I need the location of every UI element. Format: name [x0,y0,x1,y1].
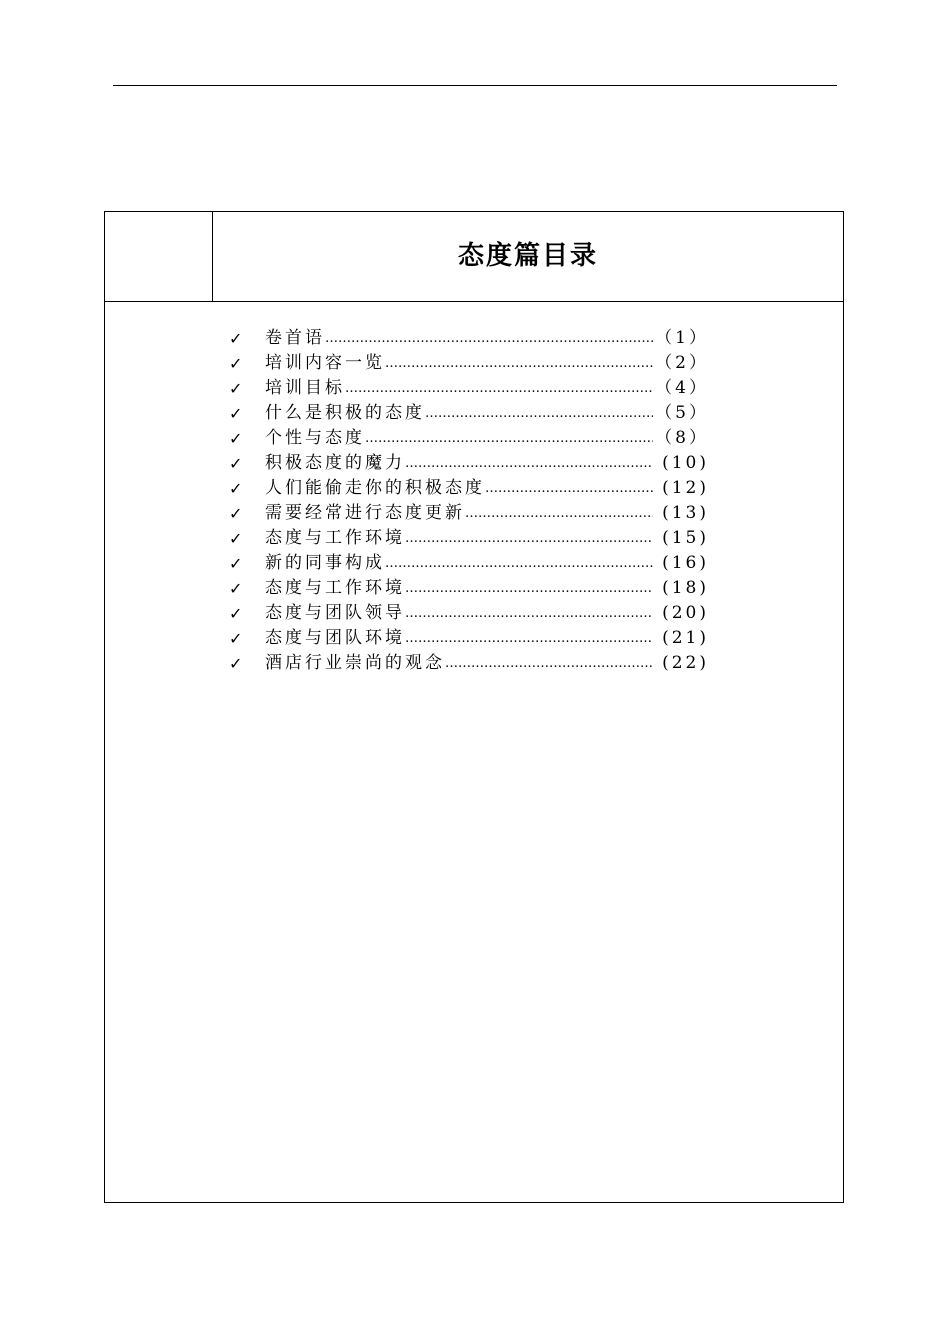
toc-item-label: 人们能偷走你的积极态度 [265,478,485,498]
toc-item-label: 新的同事构成 [265,553,385,573]
checkmark-icon: ✓ [229,504,243,523]
checkmark-icon: ✓ [229,329,243,348]
toc-item-page-number: (16) [662,553,709,573]
toc-leader-dots [405,526,653,551]
toc-item-label: 态度与工作环境 [265,578,405,598]
toc-item-page-number: (20) [662,603,709,623]
checkmark-icon: ✓ [229,379,243,398]
toc-item-label: 个性与态度 [265,428,365,448]
toc-item[interactable] [229,651,709,676]
toc-leader-dots [465,501,653,526]
toc-item-label: 卷首语 [265,328,325,348]
toc-leader-dots [365,426,653,451]
checkmark-icon: ✓ [229,354,243,373]
toc-leader-dots [405,626,653,651]
checkmark-icon: ✓ [229,479,243,498]
toc-item-page-number: (18) [662,578,709,598]
title-row [105,212,843,302]
toc-item[interactable] [229,351,709,376]
checkmark-icon: ✓ [229,579,243,598]
toc-item-label: 酒店行业崇尚的观念 [265,653,445,673]
toc-item-page-number: (15) [662,528,709,548]
toc-leader-dots [385,351,653,376]
checkmark-icon: ✓ [229,529,243,548]
toc-item-label: 培训内容一览 [265,353,385,373]
toc-item[interactable] [229,451,709,476]
toc-leader-dots [345,376,653,401]
toc-item-label: 什么是积极的态度 [265,403,425,423]
toc-item-label: 培训目标 [265,378,345,398]
toc-item-page-number: （8） [655,428,709,448]
toc-item[interactable] [229,576,709,601]
page-title: 态度篇目录 [457,241,598,271]
toc-frame [104,211,844,1203]
toc-item[interactable] [229,401,709,426]
checkmark-icon: ✓ [229,429,243,448]
toc-leader-dots [385,551,653,576]
toc-item[interactable] [229,601,709,626]
toc-list [229,326,709,676]
toc-leader-dots [405,601,653,626]
toc-item-page-number: (22) [662,653,709,673]
toc-item-label: 积极态度的魔力 [265,453,405,473]
toc-item[interactable] [229,326,709,351]
toc-item-page-number: （1） [655,328,709,348]
toc-leader-dots [445,651,653,676]
toc-item[interactable] [229,626,709,651]
toc-item-label: 态度与团队领导 [265,603,405,623]
checkmark-icon: ✓ [229,604,243,623]
header-rule [113,85,837,86]
toc-item-label: 态度与工作环境 [265,528,405,548]
checkmark-icon: ✓ [229,404,243,423]
toc-item[interactable] [229,426,709,451]
toc-item-page-number: （4） [655,378,709,398]
toc-item-label: 态度与团队环境 [265,628,405,648]
toc-leader-dots [405,576,653,601]
checkmark-icon: ✓ [229,454,243,473]
toc-item-page-number: (21) [662,628,709,648]
toc-item-page-number: （2） [655,353,709,373]
toc-item-page-number: （5） [655,403,709,423]
toc-item[interactable] [229,376,709,401]
toc-leader-dots [485,476,653,501]
toc-item[interactable] [229,551,709,576]
checkmark-icon: ✓ [229,629,243,648]
toc-leader-dots [325,326,653,351]
toc-item-label: 需要经常进行态度更新 [265,503,465,523]
toc-item[interactable] [229,476,709,501]
toc-item[interactable] [229,526,709,551]
toc-leader-dots [425,401,653,426]
toc-leader-dots [405,451,653,476]
checkmark-icon: ✓ [229,554,243,573]
title-row-empty-cell [105,212,213,301]
toc-item[interactable] [229,501,709,526]
toc-item-page-number: (13) [662,503,709,523]
checkmark-icon: ✓ [229,654,243,673]
toc-item-page-number: (12) [662,478,709,498]
toc-item-page-number: (10) [662,453,709,473]
